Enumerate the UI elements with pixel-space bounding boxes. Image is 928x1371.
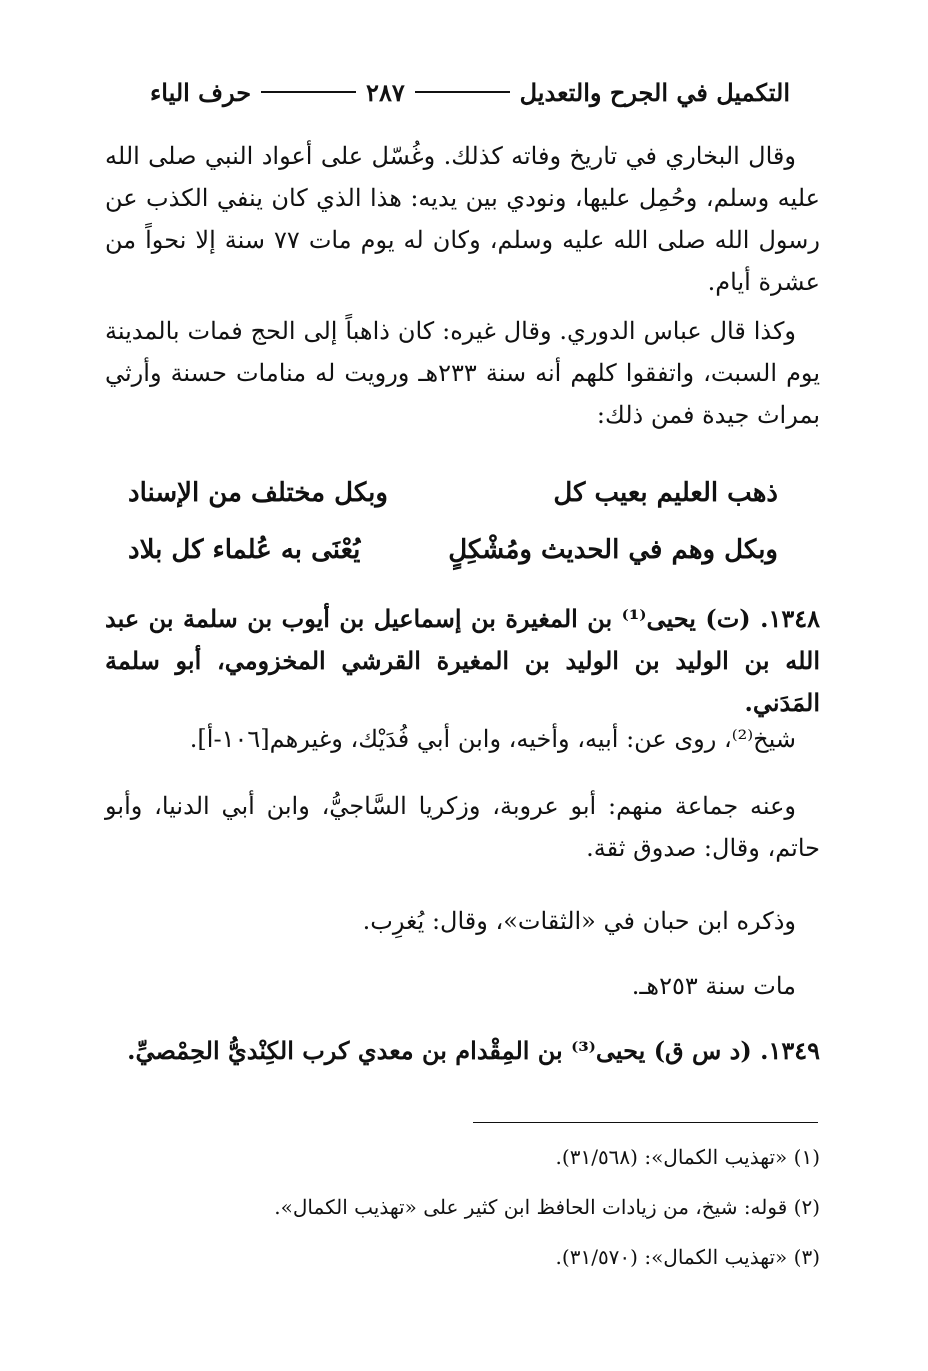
paragraph-narrators: وعنه جماعة منهم: أبو عروبة، وزكريا السَّاجيُّ، وابن أبي الدنيا، وأبو حاتم، وقال: صدوق ثقة. xyxy=(105,792,820,862)
paragraph-ibn-hibban: وذكره ابن حبان في «الثقات»، وقال: يُغرِب. xyxy=(362,907,796,935)
running-header xyxy=(150,70,790,114)
page-number: ٢٨٧ xyxy=(366,77,405,107)
poem-verse-1 xyxy=(128,478,778,508)
paragraph-dawri: وكذا قال عباس الدوري. وقال غيره: كان ذاهباً إلى الحج فمات بالمدينة يوم السبت، واتفقوا كلهم أنه سنة ٢٣٣هـ ورويت له منامات حسنة وأرثي بمراث جيدة فمن ذلك: xyxy=(105,317,821,429)
verse-1-second-hemistich: وبكل مختلف من الإسناد xyxy=(128,478,388,508)
paragraph-death-year: مات سنة ٢٥٣هـ. xyxy=(631,972,796,1000)
entry-1348-heading: ١٣٤٨. (ت) يحيى⁽¹⁾ بن المغيرة بن إسماعيل بن أيوب بن سلمة بن عبد الله بن الوليد بن الوليد بن المغيرة القرشي المخزومي، أبو سلمة المَدَني. xyxy=(105,604,820,717)
entry-1349-heading: ١٣٤٩. (د س ق) يحيى⁽³⁾ بن المِقْدام بن معدي كرب الكِنْديُّ الحِمْصيِّ. xyxy=(127,1036,820,1065)
verse-2-second-hemistich: يُعْنَى به عُلماء كل بلاد xyxy=(128,535,361,565)
poem-verse-2 xyxy=(128,535,778,565)
paragraph-narrated-from: شيخ⁽²⁾، روى عن: أبيه، وأخيه، وابن أبي فُدَيْك، وغيرهم[١٠٦-أ]. xyxy=(189,725,796,753)
footnote-3: (٣) «تهذيب الكمال»: (٣١/٥٧٠). xyxy=(555,1245,820,1269)
verse-2-first-hemistich: وبكل وهم في الحديث ومُشْكِلٍ xyxy=(448,535,778,565)
book-title: التكميل في الجرح والتعديل xyxy=(519,77,790,107)
footnote-2: (٢) قوله: شيخ، من زيادات الحافظ ابن كثير على «تهذيب الكمال». xyxy=(274,1195,820,1219)
section-title: حرف الياء xyxy=(150,77,252,107)
header-dash xyxy=(261,91,356,93)
header-dash xyxy=(415,91,510,93)
paragraph-bukhari: وقال البخاري في تاريخ وفاته كذلك. وغُسّل على أعواد النبي صلى الله عليه وسلم، وحُمِل عليها، ونودي بين يديه: هذا الذي كان ينفي الكذب عن رسول الله صلى الله عليه وسلم، وكان له يوم مات ٧٧ سنة إلا نحواً من عشرة أيام. xyxy=(105,142,821,296)
footnote-1: (١) «تهذيب الكمال»: (٣١/٥٦٨). xyxy=(555,1145,820,1169)
footnote-separator xyxy=(473,1122,818,1123)
verse-1-first-hemistich: ذهب العليم بعيب كل xyxy=(553,478,778,508)
